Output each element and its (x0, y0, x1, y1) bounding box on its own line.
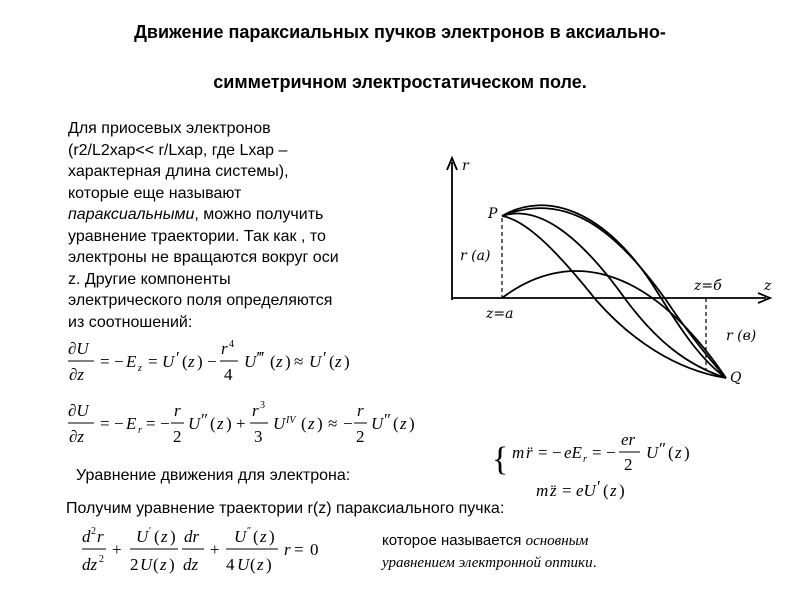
label-z-a: z=a (486, 306, 514, 322)
svg-text:=: = (294, 540, 304, 559)
svg-text:d: d (82, 527, 91, 546)
svg-text:∂U: ∂U (68, 339, 89, 358)
para-line: (r2/L2хар<< r/Lхар, где Lхар – (68, 141, 288, 159)
svg-text:dz: dz (183, 555, 199, 574)
svg-text:m: m (512, 443, 525, 462)
para-line: Для приосевых электронов (68, 120, 271, 137)
para-line: электроны не вращаются вокруг оси (68, 249, 339, 266)
para-line: электрического поля определяются (68, 292, 333, 309)
svg-text:−: − (606, 443, 616, 462)
svg-text:+: + (112, 540, 122, 559)
optics-note (382, 530, 597, 574)
para-line: из соотношений: (68, 313, 193, 331)
svg-text:z: z (610, 481, 617, 500)
svg-text:−: − (343, 414, 353, 433)
svg-text:): ) (409, 414, 415, 433)
svg-text:z: z (188, 352, 195, 371)
svg-text:∂z: ∂z (69, 427, 85, 446)
svg-text:r: r (97, 527, 104, 546)
paraxial-paragraph (68, 118, 398, 333)
svg-text:): ) (169, 555, 175, 574)
svg-text:U: U (273, 414, 286, 433)
svg-text:′: ′ (176, 348, 180, 367)
svg-text:r̈: r̈ (526, 443, 533, 462)
svg-text:″: ″ (384, 410, 392, 429)
trajectory-intro: Получим уравнение траектории r(z) параксиального пучка: (66, 500, 505, 517)
svg-text:E: E (126, 352, 137, 371)
svg-text:z: z (675, 443, 682, 462)
svg-text:z: z (257, 555, 264, 574)
electron-optics-equation (80, 522, 340, 587)
svg-text:=: = (538, 443, 548, 462)
title-line-2: симметричном электростатическом поле. (213, 72, 587, 92)
svg-text:≈: ≈ (294, 352, 304, 371)
svg-text:U: U (234, 527, 247, 546)
label-r-b: r (в) (726, 328, 757, 344)
svg-text:z: z (260, 527, 267, 546)
svg-text:2: 2 (624, 455, 633, 474)
svg-text:′: ′ (323, 348, 327, 367)
svg-text:): ) (317, 414, 323, 433)
optics-note-pre: которое называется (382, 532, 526, 549)
svg-text:−: − (552, 443, 562, 462)
axis-z-label: z (764, 278, 772, 294)
svg-text:r: r (138, 425, 142, 436)
para-line-rest: , можно получить (194, 206, 324, 223)
svg-text:+: + (210, 540, 220, 559)
svg-text:{: { (492, 441, 509, 478)
svg-text:): ) (684, 443, 690, 462)
equation-axial-field (66, 336, 376, 393)
svg-text:′: ′ (149, 526, 152, 537)
svg-text:E: E (126, 414, 137, 433)
svg-text:∂U: ∂U (68, 401, 89, 420)
svg-text:z: z (308, 414, 315, 433)
svg-text:−: − (207, 352, 217, 371)
svg-text:U: U (162, 352, 175, 371)
svg-text:+: + (236, 414, 246, 433)
svg-text:=: = (148, 352, 158, 371)
svg-text:(: ( (153, 555, 159, 574)
svg-text:(: ( (210, 414, 216, 433)
svg-text:″: ″ (247, 526, 252, 537)
svg-text:z: z (161, 527, 168, 546)
svg-text:−: − (160, 414, 170, 433)
svg-text:dz: dz (82, 555, 98, 574)
svg-text:): ) (266, 555, 272, 574)
svg-text:2: 2 (99, 554, 104, 565)
point-p-label: P (488, 206, 498, 222)
svg-text:(: ( (154, 527, 160, 546)
svg-text:−: − (114, 352, 124, 371)
svg-text:U: U (237, 555, 250, 574)
svg-text:m: m (536, 481, 549, 500)
svg-text:U: U (371, 414, 384, 433)
svg-text:(: ( (250, 555, 256, 574)
svg-text:−: − (114, 414, 124, 433)
svg-text:(: ( (253, 527, 259, 546)
svg-text:≈: ≈ (328, 414, 338, 433)
equation-of-motion-system (490, 428, 730, 509)
svg-text:r: r (357, 401, 364, 420)
svg-text:er: er (621, 430, 636, 449)
svg-text:r: r (284, 540, 291, 559)
svg-text:z: z (217, 414, 224, 433)
svg-text:(: ( (329, 352, 335, 371)
svg-text:″: ″ (659, 439, 667, 458)
optics-note-line-1 (382, 530, 597, 552)
para-line: уравнение траектории. Так как , то (68, 227, 326, 245)
svg-text:z: z (138, 363, 142, 374)
svg-text:2: 2 (173, 427, 182, 446)
svg-text:): ) (619, 481, 625, 500)
svg-text:z: z (335, 352, 342, 371)
svg-text:3: 3 (254, 427, 263, 446)
svg-text:eE: eE (564, 443, 582, 462)
svg-text:(: ( (301, 414, 307, 433)
para-line: которые еще называют (68, 184, 242, 202)
point-q-label: Q (730, 370, 742, 386)
optics-note-line-2 (382, 552, 597, 574)
svg-text:dr: dr (184, 527, 200, 546)
svg-text:U: U (244, 352, 257, 371)
svg-text:3: 3 (260, 400, 265, 411)
svg-text:r: r (583, 454, 587, 465)
svg-text:∂z: ∂z (69, 365, 85, 384)
svg-text:U: U (136, 527, 149, 546)
equation-radial-field (66, 396, 446, 457)
label-z-b: z=б (694, 278, 722, 294)
svg-text:=: = (146, 414, 156, 433)
svg-text:(: ( (270, 352, 276, 371)
svg-text:): ) (269, 527, 275, 546)
svg-text:4: 4 (224, 365, 233, 384)
svg-text:IV: IV (286, 415, 296, 426)
svg-text:(: ( (668, 443, 674, 462)
title-line-1: Движение параксиальных пучков электронов в аксиально- (134, 22, 666, 42)
svg-text:): ) (285, 352, 291, 371)
svg-text:r: r (174, 401, 181, 420)
trajectory-figure (436, 150, 786, 395)
optics-note-italic-1: основным (525, 533, 589, 549)
motion-equation-label: Уравнение движения для электрона: (76, 467, 351, 484)
svg-text:=: = (592, 443, 602, 462)
svg-text:0: 0 (310, 540, 319, 559)
svg-text:U: U (309, 352, 322, 371)
svg-text:2: 2 (356, 427, 365, 446)
svg-text:2: 2 (130, 555, 139, 574)
label-r-a: r (a) (460, 248, 491, 264)
svg-text:z̈: z̈ (550, 481, 557, 500)
svg-text:z: z (160, 555, 167, 574)
svg-text:′: ′ (597, 477, 601, 496)
svg-text:U: U (140, 555, 153, 574)
svg-text:(: ( (182, 352, 188, 371)
svg-text:): ) (170, 527, 176, 546)
axis-r-label: r (462, 158, 469, 174)
svg-text:z: z (276, 352, 283, 371)
svg-text:z: z (400, 414, 407, 433)
svg-text:(: ( (603, 481, 609, 500)
svg-text:r: r (221, 339, 228, 358)
svg-text:): ) (197, 352, 203, 371)
para-line: z. Другие компоненты (68, 270, 231, 288)
svg-text:=: = (100, 414, 110, 433)
svg-text:‴: ‴ (257, 348, 265, 367)
svg-text:): ) (226, 414, 232, 433)
svg-text:(: ( (393, 414, 399, 433)
svg-text:U: U (646, 443, 659, 462)
optics-note-italic-2: уравнением электронной оптики (382, 555, 593, 571)
svg-text:2: 2 (91, 526, 96, 537)
para-line: характерная длина системы), (68, 163, 289, 180)
svg-text:U: U (188, 414, 201, 433)
para-italic-term: параксиальными (68, 206, 195, 223)
optics-note-post: . (592, 554, 597, 571)
svg-text:=: = (562, 481, 572, 500)
svg-text:): ) (344, 352, 350, 371)
para-line (68, 204, 398, 226)
svg-text:r: r (252, 401, 259, 420)
svg-text:4: 4 (226, 555, 235, 574)
svg-text:=: = (100, 352, 110, 371)
svg-text:″: ″ (201, 410, 209, 429)
svg-text:4: 4 (229, 339, 234, 350)
svg-text:eU: eU (576, 481, 596, 500)
